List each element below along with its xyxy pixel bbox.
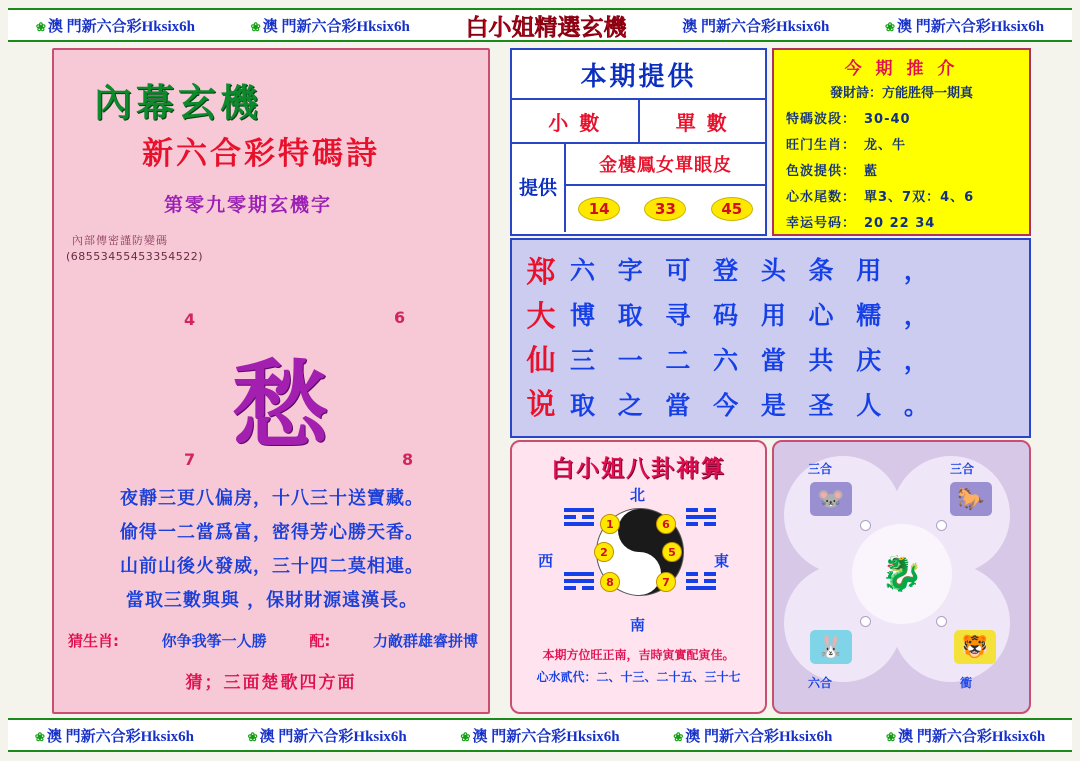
corner-number-top-right: 6 [394,308,406,327]
relation-label-top-right: 三合 [950,462,975,476]
guess-zodiac-value: 你争我筝一人勝 [161,632,267,650]
direction-west: 西 [538,552,554,570]
recommendation-row [786,212,1029,231]
row-label: 特碼波段： [786,112,857,127]
bottom-marquee [8,718,1072,752]
marquee-item [251,15,410,36]
bagua-number: 2 [594,542,614,562]
marquee-item [673,725,832,746]
row-label: 心水尾数： [786,190,857,205]
bagua-number: 1 [600,514,620,534]
corner-number-bottom-right: 8 [402,450,414,469]
marquee-item [886,725,1045,746]
marquee-item [885,15,1044,36]
bagua-number: 5 [662,542,682,562]
marquee-item [35,725,194,746]
row-value: 30-40 [864,112,911,127]
bullet-icon: ❀ [34,729,45,744]
provide-label: 提供 [512,144,566,232]
row-label: 色波提供： [786,164,857,179]
panel-title-primary: 內幕玄機 [94,81,263,125]
marquee-item [682,15,829,36]
marquee-text: 澳 門新六合彩Hksix6h [897,18,1045,35]
poem-line: 當取三數與與 ，保財財源遠漢長。 [125,590,419,611]
direction-north: 北 [630,486,646,504]
poster-title: 白小姐精選玄機 [465,14,627,41]
saying-line: 博 取 寻 码 用 心 糯 ， [570,301,936,330]
marquee-text: 澳 門新六合彩Hksix6h [262,18,410,35]
provide-numbers [566,186,765,232]
provide-category-row [512,100,765,144]
panel-note: 內部傳密謹防變碼 [72,234,168,247]
relation-label-bottom-left: 六合 [808,676,833,690]
guess-zodiac-label: 猜生肖: [68,632,119,650]
provide-detail [566,144,765,232]
saying-speaker: 郑大仙说 [526,255,556,421]
saying-line: 三 一 二 六 當 共 庆 ， [570,346,936,375]
recommendation-row [786,186,1029,205]
row-value: 單3、7双：4、6 [864,190,975,205]
panel-code: (68553455453354522) [66,250,204,263]
connector-dot [860,616,871,627]
bagua-number: 7 [656,572,676,592]
saying-lines [570,248,1023,428]
bagua-diagram [538,486,738,636]
marquee-text: 澳 門新六合彩Hksix6h [472,728,620,745]
bagua-number: 8 [600,572,620,592]
marquee-item [36,15,195,36]
marquee-text: 澳 門新六合彩Hksix6h [47,18,195,35]
marquee-text: 澳 門新六合彩Hksix6h [259,728,407,745]
number-ball: 45 [711,197,753,221]
bagua-title: 白小姐八卦神算 [551,456,726,482]
row-value: 藍 [864,164,879,179]
trigram-icon [686,572,716,593]
connector-dot [936,520,947,531]
poem-block [72,482,472,618]
trigram-icon [564,572,594,593]
provide-heading: 本期提供 [512,50,765,100]
bullet-icon: ❀ [250,19,261,34]
provide-box [510,48,767,236]
row-label: 旺门生肖： [786,138,857,153]
marquee-text: 澳 門新六合彩Hksix6h [685,728,833,745]
bullet-icon: ❀ [460,729,471,744]
trigram-icon [686,508,716,529]
row-value: 20 22 34 [864,216,936,231]
marquee-text: 澳 門新六合彩Hksix6h [898,728,1046,745]
recommendation-row [786,134,1029,153]
poem-line: 山前山後火發威，三十四二莫相連。 [120,556,424,577]
guess-pair-label: 配: [309,632,331,650]
tiger-icon: 🐯 [954,630,996,664]
bagua-footnote-primary: 本期方位旺正南，吉時寅實配寅佳。 [542,648,735,662]
rat-icon: 🐭 [810,482,852,516]
number-ball: 33 [644,197,686,221]
inside-secret-panel [52,48,490,714]
relation-label-top-left: 三合 [808,462,833,476]
panel-issue-label: 第零九零期玄機字 [164,194,333,216]
saying-box [510,238,1031,438]
bullet-icon: ❀ [884,19,896,34]
connector-dot [936,616,947,627]
bullet-icon: ❀ [673,729,684,744]
panel-title-secondary: 新六合彩特碼詩 [142,136,380,172]
row-label: 幸运号码： [786,216,857,231]
bagua-box [510,440,767,714]
provide-phrase: 金樓鳳女單眼皮 [566,144,765,186]
recommendation-box [772,48,1031,236]
direction-east: 東 [714,552,730,570]
provide-category-small: 小 數 [512,100,640,142]
provide-category-odd: 單 數 [675,110,729,135]
rabbit-icon: 🐰 [810,630,852,664]
relation-label-bottom-right: 衝 [960,676,973,690]
bagua-number: 6 [656,514,676,534]
poem-line: 偷得一二當爲富，密得芳心勝天香。 [120,522,424,543]
recommendation-subtitle: 發財詩：方能胜得一期真 [829,86,973,101]
recommendation-row [786,108,1029,127]
marquee-text: 澳 門新六合彩Hksix6h [682,18,830,35]
bagua-footnote-secondary: 心水贰代：二、十三、二十五、三十七 [536,670,741,684]
direction-south: 南 [630,616,646,634]
row-value: 龙、牛 [864,138,907,153]
saying-line: 取 之 當 今 是 圣 人 。 [570,391,936,420]
bullet-icon: ❀ [35,19,46,34]
saying-line: 六 字 可 登 头 条 用 ， [570,256,936,285]
horse-icon: 🐎 [950,482,992,516]
corner-number-bottom-left: 7 [184,450,196,469]
trigram-icon [564,508,594,529]
marquee-item [248,725,407,746]
dragon-icon: 🐉 [852,524,952,624]
mystery-character: 愁 [232,350,328,462]
guess-pair-value: 力敵群雄睿拼博 [372,632,478,650]
bullet-icon: ❀ [886,729,897,744]
corner-number-top-left: 4 [184,310,196,329]
marquee-text: 澳 門新六合彩Hksix6h [46,728,194,745]
guess-bottom-line: 猜；三面楚歌四方面 [185,673,357,693]
zodiac-relation-box [772,440,1031,714]
number-ball: 14 [578,197,620,221]
bullet-icon: ❀ [247,729,258,744]
top-marquee [8,8,1072,42]
recommendation-title: 今 期 推 介 [844,59,959,79]
marquee-item [460,725,619,746]
recommendation-row [786,160,1029,179]
connector-dot [860,520,871,531]
guess-row [68,630,478,651]
poem-line: 夜靜三更八偏房，十八三十送寶藏。 [120,488,424,509]
provide-detail-row [512,144,765,232]
